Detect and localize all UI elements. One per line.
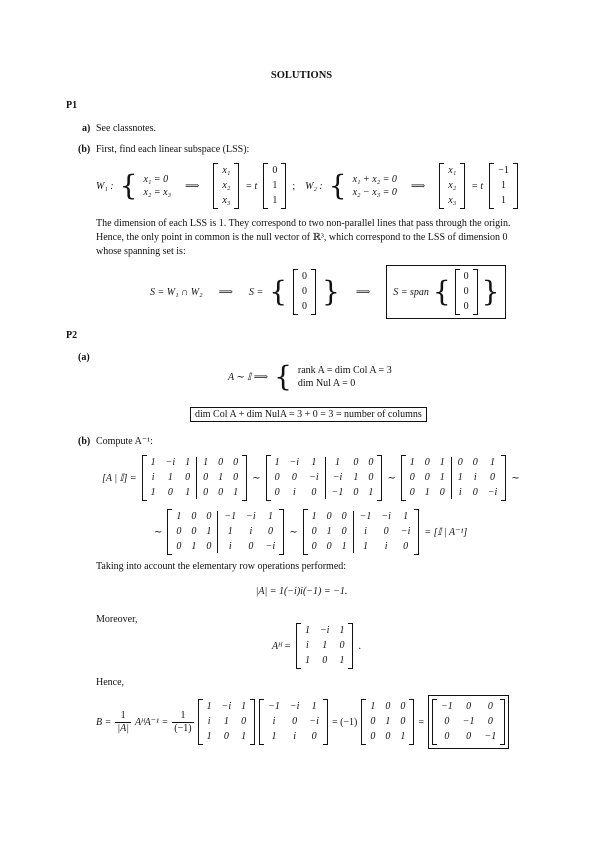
semicolon: ;	[292, 180, 296, 192]
matrix-cell: −1	[268, 701, 280, 712]
implies-4: ⟹	[355, 286, 371, 298]
implies-3: ⟹	[218, 286, 233, 298]
matrix-cell: −i	[265, 541, 276, 552]
matrix-cell: 1	[241, 731, 247, 742]
matrix-cell: 0	[191, 511, 197, 522]
matrix-cell: i	[228, 541, 232, 552]
matrix-cell: i	[473, 472, 477, 483]
matrix-cell: i	[364, 526, 367, 537]
matrix-cell: 0	[466, 701, 472, 712]
matrix-cell: 1	[167, 472, 173, 483]
matrix-cell: 1	[223, 716, 229, 727]
matrix-cell: 1	[353, 472, 359, 483]
row-ops-text: Taking into account the elementary row operations performed:	[96, 561, 347, 572]
matrix-cell: −i	[246, 511, 256, 522]
matrix-cell: 0	[353, 487, 359, 498]
matrix-cell: i	[151, 472, 155, 483]
frac1-num: 1	[120, 709, 126, 721]
s-final-box	[386, 265, 506, 319]
matrix-cell: 1	[424, 487, 430, 498]
result-matrix	[432, 699, 505, 745]
matrix-cell: 0	[444, 731, 450, 742]
s-definition: S = W₁ ∩ W₂	[150, 286, 203, 298]
rank-line: rank A = dim Col A = 3	[297, 365, 392, 376]
matrix-cell: 0	[248, 541, 254, 552]
matrix-cell: 1	[439, 472, 445, 483]
matrix-cell: 0	[383, 526, 389, 537]
p1-b-text: First, find each linear subspace (LSS):	[96, 144, 250, 155]
matrix-cell: 0	[292, 716, 298, 727]
matrix-cell: 1	[311, 701, 317, 712]
vector-entry: x₃	[222, 195, 231, 206]
matrix-cell: 0	[167, 487, 173, 498]
matrix-cell: 0	[439, 487, 445, 498]
matrix-cell: 1	[490, 457, 496, 468]
augmented-matrix-2	[266, 455, 383, 501]
matrix-cell: 0	[409, 487, 415, 498]
matrix-cell: 0	[223, 731, 229, 742]
matrix-cell: 0	[487, 716, 493, 727]
p2-b-text: Compute A⁻¹:	[96, 436, 153, 447]
vector-entry: x₂	[448, 180, 457, 191]
matrix-cell: 0	[409, 472, 415, 483]
ah-label: Aᴴ =	[272, 640, 291, 652]
identity-matrix	[361, 699, 414, 745]
w2-eq1: x₁ + x₂ = 0	[352, 174, 397, 185]
matrix-cell: 1	[241, 701, 247, 712]
matrix-cell: 0	[370, 716, 376, 727]
matrix-cell: 1	[271, 731, 277, 742]
vector-entry: x₂	[222, 180, 231, 191]
matrix-cell: 0	[267, 526, 273, 537]
matrix-cell: −i	[165, 457, 176, 468]
matrix-cell: 1	[206, 526, 212, 537]
p1-paragraph-line1: The dimension of each LSS is 1. They correspond to two non-parallel lines that pass through the origin.	[96, 218, 511, 229]
implies-2: ⟹	[410, 180, 426, 192]
matrix-cell: −i	[332, 472, 343, 483]
vector-entry: 0	[463, 271, 469, 282]
matrix-cell: 0	[400, 701, 406, 712]
matrix-cell: 1	[339, 625, 345, 636]
row-reduction-2	[154, 508, 467, 556]
matrix-cell: 1	[335, 457, 340, 468]
matrix-cell: 0	[457, 457, 463, 468]
sim-4: ∼	[154, 526, 163, 538]
vector-entry: 0	[302, 286, 308, 297]
matrix-cell: 0	[339, 640, 345, 651]
matrix-cell: 0	[400, 716, 406, 727]
matrix-cell: i	[249, 526, 253, 537]
fraction-1	[115, 710, 131, 735]
implies-1: ⟹	[185, 180, 200, 192]
matrix-cell: 1	[322, 640, 328, 651]
brace-close-1: }	[322, 275, 340, 308]
matrix-cell: 1	[203, 457, 209, 468]
nul-line: dim Nul A = 0	[297, 378, 356, 389]
sim-3: ∼	[511, 472, 520, 484]
matrix-cell: 1	[304, 655, 310, 666]
matrix-cell: 1	[311, 457, 317, 468]
frac2-num: 1	[180, 709, 186, 721]
matrix-cell: 1	[385, 716, 391, 727]
p2-label: P2	[66, 330, 78, 341]
w1-name: W₁ :	[96, 180, 114, 192]
matrix-cell: 0	[326, 511, 332, 522]
x-vector-1	[213, 163, 239, 209]
matrix-cell: i	[458, 487, 462, 498]
matrix-cell: 1	[150, 487, 156, 498]
matrix-cell: 0	[274, 487, 280, 498]
eq-sign: =	[418, 716, 425, 728]
rank-statement	[228, 362, 392, 392]
ah-period: .	[358, 640, 361, 652]
matrix-cell: 1	[341, 541, 347, 552]
matrix-cell: 0	[191, 526, 197, 537]
matrix-cell: i	[207, 716, 211, 727]
matrix-cell: 0	[403, 541, 409, 552]
p1-paragraph-line3: whose spanning set is:	[96, 246, 186, 257]
brace-open-2: {	[432, 275, 451, 308]
matrix-cell: 0	[241, 716, 247, 727]
matrix-cell: 1	[191, 541, 197, 552]
augmented-matrix-5	[303, 509, 420, 555]
matrix-cell: 0	[311, 526, 317, 537]
vector-entry: 0	[302, 271, 308, 282]
eq-neg1: = (−1)	[331, 716, 358, 728]
matrix-cell: 1	[370, 701, 376, 712]
matrix-cell: 1	[457, 472, 463, 483]
matrix-cell: −1	[224, 511, 237, 522]
matrix-cell: 1	[267, 511, 273, 522]
matrix-cell: i	[292, 487, 296, 498]
matrix-cell: −i	[319, 625, 330, 636]
b-label: B =	[96, 716, 112, 728]
matrix-cell: 0	[353, 457, 359, 468]
matrix-cell: 1	[185, 457, 191, 468]
matrix-cell: 1	[218, 472, 224, 483]
w2-eq2: x₂ − x₃ = 0	[352, 187, 397, 198]
row-reduction-1	[102, 454, 520, 502]
matrix-cell: 1	[400, 731, 406, 742]
w1-eq1: x₁ = 0	[143, 174, 169, 185]
vector-entry: x₁	[448, 165, 457, 176]
matrix-cell: −i	[487, 487, 498, 498]
augmented-label: [A | 𝕀] =	[102, 472, 137, 484]
matrix-cell: 1	[439, 457, 445, 468]
matrix-cell: −1	[331, 487, 344, 498]
a-sim-i: A ∼ 𝕀 ⟹	[228, 371, 269, 383]
conjugate-transpose	[272, 622, 361, 670]
matrix-cell: 0	[490, 472, 496, 483]
p1-b-label: (b)	[78, 144, 91, 155]
hence-text: Hence,	[96, 677, 125, 688]
determinant: |A| = 1(−i)i(−1) = −1.	[255, 586, 348, 597]
matrix-cell: 0	[203, 472, 209, 483]
vector-entry: −1	[498, 165, 509, 176]
augmented-matrix-4	[167, 509, 284, 555]
matrix-cell: 0	[368, 457, 374, 468]
matrix-cell: −i	[400, 526, 411, 537]
brace-w2: {	[328, 169, 347, 202]
zero-vector-1	[293, 269, 316, 315]
vector-entry: 0	[463, 286, 469, 297]
matrix-cell: −1	[359, 511, 372, 522]
matrix-cell: 0	[326, 541, 332, 552]
matrix-cell: −i	[289, 701, 300, 712]
product-matrix-a	[198, 699, 256, 745]
rank-system	[298, 364, 392, 390]
matrix-cell: 1	[206, 731, 212, 742]
w2-name: W₂ :	[305, 180, 323, 192]
matrix-cell: 0	[466, 731, 472, 742]
matrix-cell: 0	[274, 472, 280, 483]
matrix-cell: 0	[385, 731, 391, 742]
matrix-cell: 1	[185, 487, 191, 498]
vector-entry: 1	[272, 195, 278, 206]
frac2-den: (−1)	[174, 722, 192, 734]
matrix-cell: 0	[472, 457, 478, 468]
matrix-cell: i	[384, 541, 388, 552]
s-equation	[150, 266, 506, 318]
w2-direction-vector	[489, 163, 518, 209]
matrix-cell: 0	[185, 472, 191, 483]
p1-label: P1	[66, 100, 78, 111]
matrix-cell: 0	[291, 472, 297, 483]
matrix-cell: −1	[441, 701, 453, 712]
matrix-cell: 0	[218, 457, 224, 468]
matrix-cell: 1	[233, 487, 239, 498]
matrix-cell: −i	[309, 716, 319, 727]
eq-t-2: = t	[471, 180, 484, 192]
ah-ainv: AᴴA⁻¹ =	[134, 716, 169, 728]
matrix-cell: 1	[403, 511, 409, 522]
matrix-cell: 0	[176, 526, 182, 537]
matrix-cell: i	[272, 716, 276, 727]
sim-5: ∼	[289, 526, 298, 538]
p1-a-label: a)	[82, 123, 91, 134]
fraction-2	[172, 710, 193, 735]
matrix-cell: 0	[218, 487, 224, 498]
product-matrix-b	[259, 699, 328, 745]
eq-t-1: = t	[245, 180, 258, 192]
matrix-cell: 0	[176, 541, 182, 552]
p2-b-label: (b)	[78, 436, 91, 447]
matrix-cell: −1	[462, 716, 475, 727]
matrix-cell: 0	[487, 701, 493, 712]
subspace-equations	[96, 164, 518, 208]
augmented-matrix-3	[401, 455, 507, 501]
matrix-cell: 1	[206, 701, 212, 712]
matrix-cell: 1	[368, 487, 374, 498]
sim-2: ∼	[387, 472, 396, 484]
matrix-cell: −1	[484, 731, 497, 742]
matrix-cell: i	[293, 731, 297, 742]
s-equals: S =	[248, 286, 264, 298]
matrix-cell: 0	[424, 472, 430, 483]
matrix-cell: 0	[311, 487, 317, 498]
matrix-cell: 0	[206, 511, 212, 522]
matrix-cell: i	[306, 640, 309, 651]
vector-entry: 0	[302, 301, 308, 312]
augmented-matrix-1	[142, 455, 248, 501]
vector-entry: 1	[272, 180, 278, 191]
matrix-cell: 0	[368, 472, 374, 483]
matrix-cell: 1	[274, 457, 280, 468]
matrix-cell: −i	[309, 472, 319, 483]
w1-eq2: x₂ = x₃	[143, 187, 172, 198]
vector-entry: x₃	[448, 195, 457, 206]
matrix-cell: 0	[341, 526, 347, 537]
result-box	[428, 695, 509, 749]
matrix-cell: 1	[409, 457, 415, 468]
matrix-cell: 0	[311, 541, 317, 552]
w1-system	[143, 173, 171, 199]
brace-open-1: {	[269, 275, 288, 308]
matrix-cell: 1	[311, 511, 317, 522]
w1-direction-vector	[263, 163, 286, 209]
inverse-label: = [𝕀 | A⁻¹]	[424, 526, 468, 538]
w2-system	[353, 173, 397, 199]
matrix-cell: −i	[381, 511, 391, 522]
matrix-cell: 1	[326, 526, 332, 537]
matrix-cell: 0	[322, 655, 328, 666]
matrix-cell: 0	[203, 487, 209, 498]
frac1-den: |A|	[117, 722, 129, 734]
matrix-cell: 1	[150, 457, 156, 468]
matrix-cell: −i	[221, 701, 232, 712]
matrix-cell: 1	[339, 655, 345, 666]
matrix-cell: 0	[424, 457, 430, 468]
matrix-cell: 1	[362, 541, 368, 552]
matrix-cell: 0	[233, 472, 239, 483]
zero-vector-2	[455, 269, 478, 315]
vector-entry: x₁	[222, 165, 231, 176]
rank-nullity-box: dim Col A + dim NulA = 3 + 0 = 3 = number of columns	[190, 407, 427, 422]
vector-entry: 1	[501, 180, 507, 191]
matrix-cell: 0	[444, 716, 450, 727]
p2-a-label: (a)	[78, 352, 90, 363]
p1-a-text: See classnotes.	[96, 123, 156, 134]
vector-entry: 1	[501, 195, 507, 206]
brace-rank: {	[274, 360, 292, 393]
matrix-cell: 1	[227, 526, 233, 537]
matrix-cell: −i	[289, 457, 300, 468]
p1-paragraph-line2: Hence, the only point in common is the null vector of ℝ³, which correspond to the LSS of dimension 0	[96, 232, 508, 243]
matrix-cell: 1	[304, 625, 310, 636]
matrix-cell: 0	[311, 731, 317, 742]
matrix-cell: 0	[472, 487, 478, 498]
matrix-cell: 0	[233, 457, 239, 468]
brace-w1: {	[119, 169, 138, 202]
ah-matrix	[296, 623, 354, 669]
matrix-cell: 0	[370, 731, 376, 742]
s-span: S = span	[393, 286, 429, 298]
vector-entry: 0	[463, 301, 469, 312]
sim-1: ∼	[252, 472, 261, 484]
vector-entry: 0	[272, 165, 278, 176]
matrix-cell: 0	[341, 511, 347, 522]
page-title: SOLUTIONS	[270, 70, 333, 81]
b-computation	[96, 696, 509, 748]
matrix-cell: 0	[385, 701, 391, 712]
matrix-cell: 0	[206, 541, 212, 552]
matrix-cell: 1	[176, 511, 182, 522]
brace-close-2: }	[481, 275, 500, 308]
x-vector-2	[439, 163, 465, 209]
moreover-text: Moreover,	[96, 614, 138, 625]
